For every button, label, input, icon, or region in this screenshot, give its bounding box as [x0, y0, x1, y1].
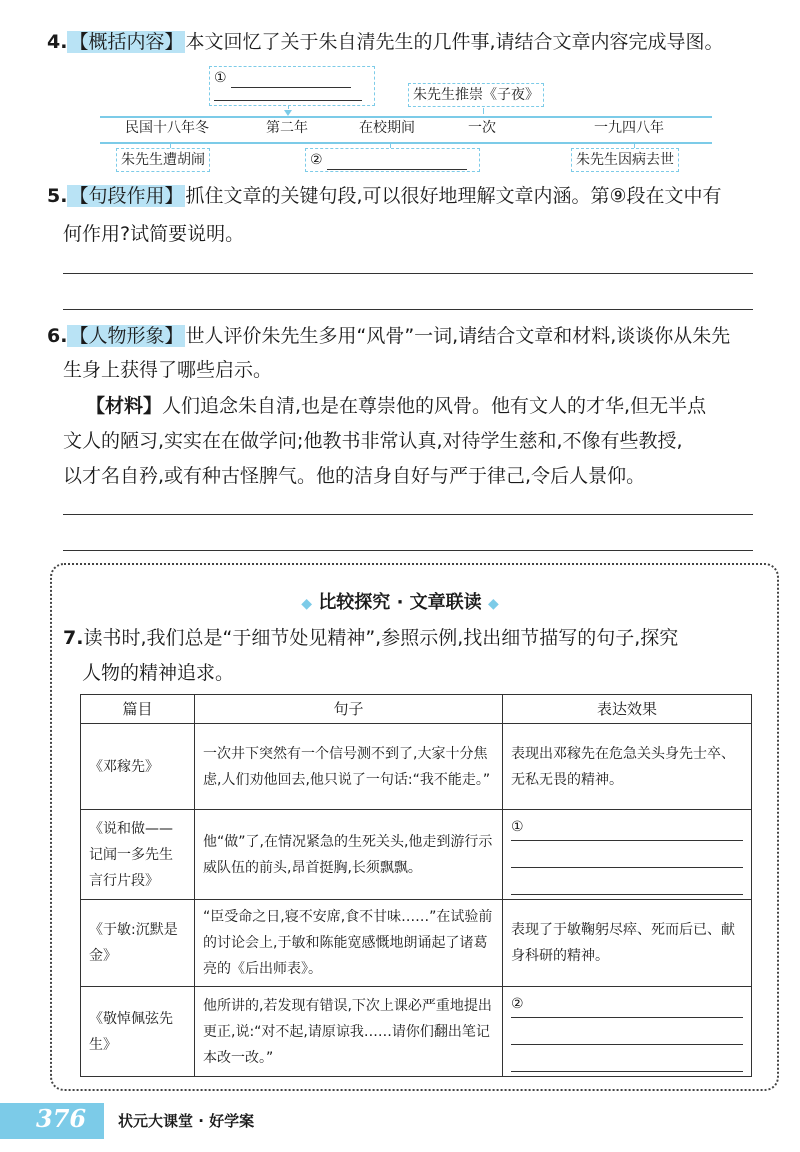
table-header-effect: 表达效果: [503, 695, 752, 724]
q6-material-line-1: [86, 386, 706, 426]
mindmap-box-top-right: [408, 83, 544, 107]
timeline-item-4: 一次: [468, 120, 496, 136]
mindmap-box-bottom-right-text: 朱先生因病去世: [576, 152, 674, 168]
table-row: [81, 724, 752, 810]
mindmap-box-bottom-right: [571, 148, 679, 172]
mindmap-box-top-right-text: 朱先生推崇《子夜》: [413, 87, 539, 103]
q7-prompt-line-2: 人物的精神追求。: [82, 662, 235, 684]
q4-number: 4.: [47, 31, 68, 53]
mindmap-box-2-label: ②: [310, 152, 323, 168]
mindmap-box-bottom-left: [116, 148, 210, 172]
q6-answer-line-1[interactable]: [63, 514, 753, 515]
table-row: [81, 987, 752, 1077]
row-sentence: 他所讲的,若发现有错误,下次上课必严重地提出更正,说:“对不起,请原谅我……请你们翻出笔记本改一改。”: [195, 987, 503, 1077]
timeline-item-2: 第二年: [266, 120, 308, 136]
q5-tag: 【句段作用】: [69, 185, 184, 207]
row-sentence: 他“做”了,在情况紧急的生死关头,他走到游行示威队伍的前头,昂首挺胸,长须飘飘。: [195, 810, 503, 900]
book-title: 状元大课堂 · 好学案: [118, 1112, 255, 1130]
q7-table: [80, 694, 752, 1077]
q5-prompt-line-2: 何作用?试简要说明。: [63, 223, 245, 245]
row-title: 《于敏:沉默是金》: [81, 900, 195, 987]
table-row: [81, 810, 752, 900]
q6-material-tag: 【材料】: [86, 395, 163, 417]
row-effect-answer[interactable]: [503, 810, 752, 900]
q4-tag: 【概括内容】: [69, 31, 184, 53]
q6-tag: 【人物形象】: [69, 325, 184, 347]
q6-material-text-1: 人们追念朱自清,也是在尊崇他的风骨。他有文人的才华,但无半点: [162, 395, 707, 417]
mindmap-box-1-label: ①: [214, 70, 227, 86]
row-sentence: 一次井下突然有一个信号测不到了,大家十分焦虑,人们劝他回去,他只说了一句话:“我不能走。”: [195, 724, 503, 810]
answer-line[interactable]: [511, 1018, 743, 1045]
diamond-icon: ◆: [487, 596, 499, 612]
row-title: 《说和做——记闻一多先生言行片段》: [81, 810, 195, 900]
q6-prompt-line-2: 生身上获得了哪些启示。: [63, 359, 273, 381]
answer-label-2: ②: [511, 996, 524, 1012]
row-effect: 表现出邓稼先在危急关头身先士卒、无私无畏的精神。: [503, 724, 752, 810]
q6-material-line-2: 文人的陋习,实实在在做学问;他教书非常认真,对待学生慈和,不像有些教授,: [63, 430, 683, 452]
row-effect-answer[interactable]: [503, 987, 752, 1077]
mindmap-box-1-blank-2[interactable]: [214, 88, 362, 101]
table-header-row: [81, 695, 752, 724]
row-effect: 表现了于敏鞠躬尽瘁、死而后已、献身科研的精神。: [503, 900, 752, 987]
row-title: 《邓稼先》: [81, 724, 195, 810]
q6-text-1: 世人评价朱先生多用“风骨”一词,请结合文章和材料,谈谈你从朱先: [185, 325, 731, 347]
section7-title-text: 比较探究 · 文章联读: [318, 592, 482, 613]
q6-material-line-3: 以才名自矜,或有种古怪脾气。他的洁身自好与严于律己,令后人景仰。: [63, 465, 646, 487]
mindmap-box-1-blank[interactable]: [231, 87, 351, 88]
timeline-item-1: 民国十八年冬: [125, 120, 209, 136]
row-title: 《敬悼佩弦先生》: [81, 987, 195, 1077]
diamond-icon: ◆: [301, 596, 313, 612]
timeline-item-3: 在校期间: [359, 120, 415, 136]
answer-line[interactable]: [511, 991, 743, 1018]
mindmap-box-1[interactable]: [209, 66, 375, 106]
q4-text: 本文回忆了关于朱自清先生的几件事,请结合文章内容完成导图。: [185, 31, 724, 53]
table-header-title: 篇目: [81, 695, 195, 724]
q5-number: 5.: [47, 185, 68, 207]
q5-text-1: 抓住文章的关键句段,可以很好地理解文章内涵。第⑨段在文中有: [185, 185, 722, 207]
mindmap-connector-2: [483, 108, 484, 114]
q5-answer-line-1[interactable]: [63, 273, 753, 274]
mindmap-box-2-blank[interactable]: [327, 169, 467, 170]
answer-line[interactable]: [511, 814, 743, 841]
timeline-item-5: 一九四八年: [594, 120, 664, 136]
section7-title: [0, 588, 800, 614]
q6-answer-line-2[interactable]: [63, 550, 753, 551]
q6-number: 6.: [47, 325, 68, 347]
q4-prompt: [47, 22, 724, 62]
answer-line[interactable]: [511, 868, 743, 895]
answer-label-1: ①: [511, 819, 524, 835]
q7-number: 7.: [63, 627, 84, 649]
page-number: 376: [36, 1104, 87, 1133]
mindmap-box-bottom-left-text: 朱先生遭胡闹: [121, 152, 205, 168]
mindmap-box-2[interactable]: [305, 148, 480, 172]
table-header-sentence: 句子: [195, 695, 503, 724]
q5-prompt-line-1: [47, 176, 722, 216]
q7-prompt-line-1: [63, 618, 678, 658]
answer-line[interactable]: [511, 841, 743, 868]
table-row: [81, 900, 752, 987]
q7-text-1: 读书时,我们总是“于细节处见精神”,参照示例,找出细节描写的句子,探究: [83, 627, 679, 649]
answer-line[interactable]: [511, 1045, 743, 1072]
row-sentence: “臣受命之日,寝不安席,食不甘味……”在试验前的讨论会上,于敏和陈能宽感慨地朗诵起了诸葛亮的《后出师表》。: [195, 900, 503, 987]
q5-answer-line-2[interactable]: [63, 309, 753, 310]
